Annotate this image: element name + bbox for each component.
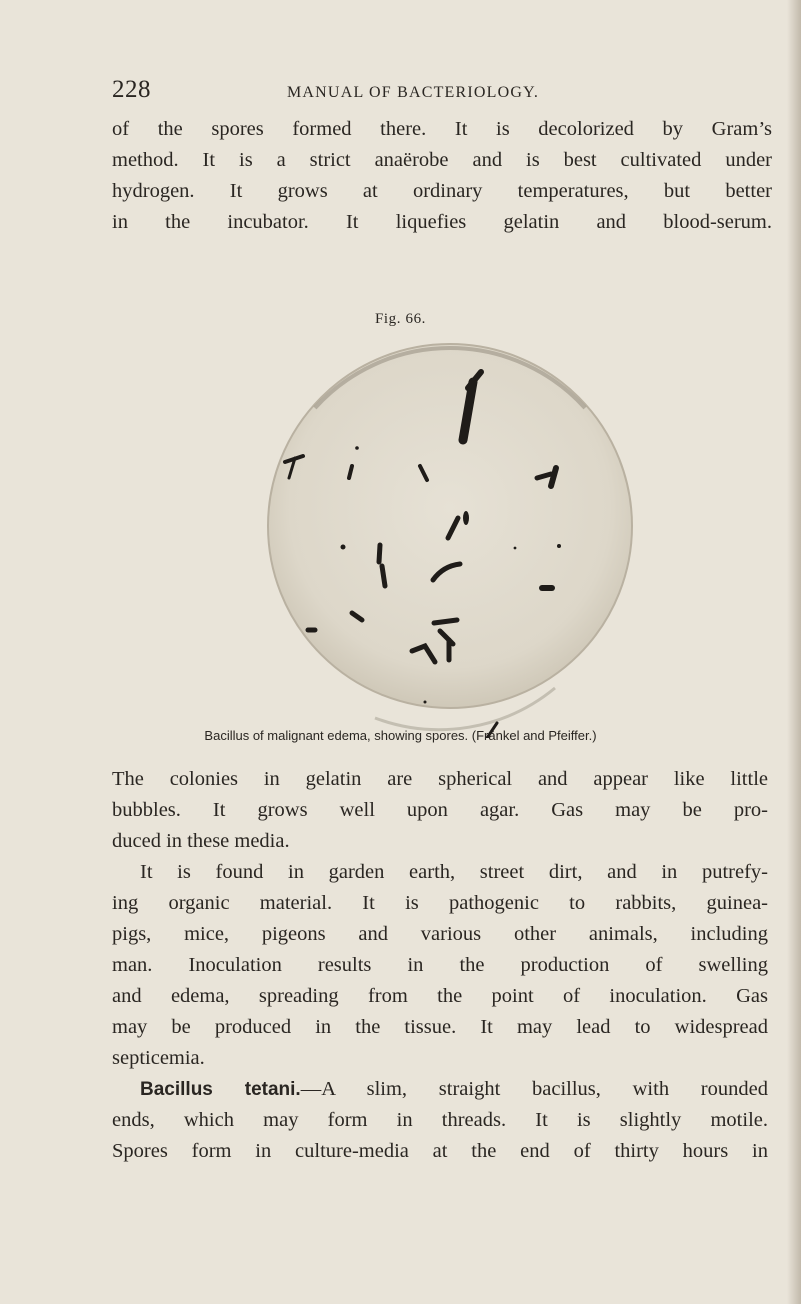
text-line: ing organic material. It is pathogenic to rabbits, guinea- bbox=[112, 892, 768, 914]
text-line: method. It is a strict anaërobe and is best cultivated under bbox=[112, 149, 772, 171]
text-line: may be produced in the tissue. It may lead to widespread bbox=[112, 1016, 768, 1038]
text-line: and edema, spreading from the point of inoculation. Gas bbox=[112, 985, 768, 1007]
page-header bbox=[112, 76, 752, 106]
page-number: 228 bbox=[112, 76, 151, 103]
text-line: bubbles. It grows well upon agar. Gas may be pro- bbox=[112, 799, 768, 821]
text-line: Spores form in culture-media at the end of thirty hours in bbox=[112, 1140, 768, 1162]
paragraph bbox=[112, 764, 768, 826]
paragraph-top bbox=[112, 114, 772, 238]
text-line: —A slim, straight bacillus, with rounded bbox=[300, 1078, 768, 1100]
text-line: in the incubator. It liquefies gelatin and blood-serum. bbox=[112, 211, 772, 233]
text-line: of the spores formed there. It is decolorized by Gram’s bbox=[112, 118, 772, 140]
text-line: man. Inoculation results in the production of swelling bbox=[112, 954, 768, 976]
figure-label: Fig. 66. bbox=[374, 311, 427, 327]
paragraph-heading-line bbox=[112, 1074, 768, 1105]
page-edge-shadow bbox=[787, 0, 801, 1304]
running-title: MANUAL OF BACTERIOLOGY. bbox=[287, 84, 540, 101]
body-text bbox=[112, 764, 768, 1167]
text-line: It is found in garden earth, street dirt, and in putrefy- bbox=[140, 861, 768, 883]
text-line: septicemia. bbox=[112, 1047, 205, 1069]
micrograph-illustration bbox=[255, 338, 655, 738]
text-line: hydrogen. It grows at ordinary temperatures, but better bbox=[112, 180, 772, 202]
text-line: duced in these media. bbox=[112, 830, 290, 852]
section-heading: Bacillus tetani. bbox=[140, 1079, 301, 1100]
figure-caption: Bacillus of malignant edema, showing spores. (Fränkel and Pfeiffer.) bbox=[204, 728, 597, 743]
micrograph-figure bbox=[255, 338, 655, 738]
text-line: ends, which may form in threads. It is slightly motile. bbox=[112, 1109, 768, 1131]
text-line: The colonies in gelatin are spherical and appear like little bbox=[112, 768, 768, 790]
text-line: pigs, mice, pigeons and various other animals, including bbox=[112, 923, 768, 945]
